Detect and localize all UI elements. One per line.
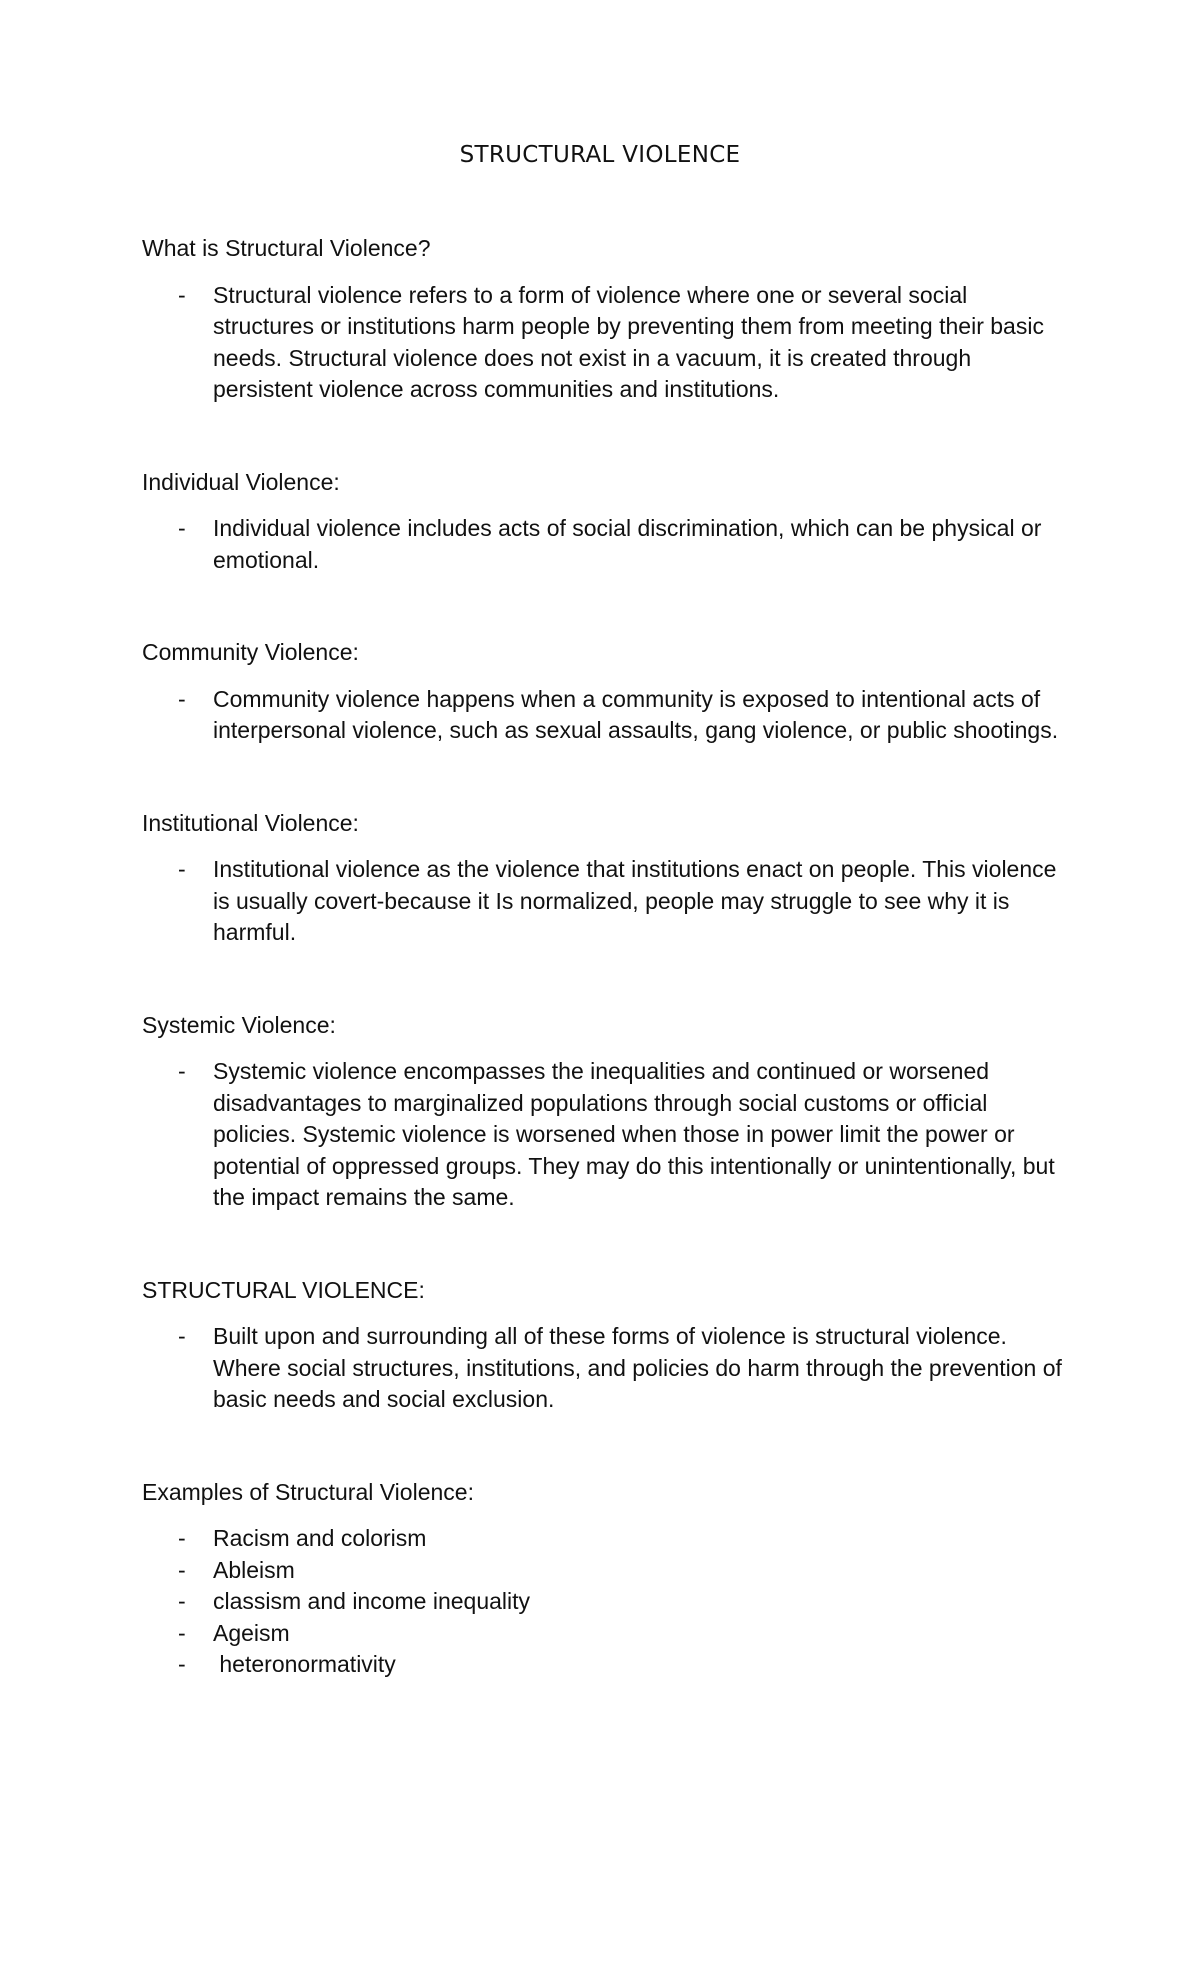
section-heading: What is Structural Violence? — [142, 235, 431, 261]
list-item-text: Built upon and surrounding all of these forms of violence is structural violence. Where social structures, institutions, and policies do harm through the prevention of basic needs and social exclusion. — [213, 1323, 1062, 1412]
dash-bullet-icon: - — [178, 515, 186, 541]
list-item-text: Institutional violence as the violence that institutions enact on people. This violence is usually covert-because it Is normalized, people may struggle to see why it is harmful. — [213, 856, 1057, 945]
section-what-is — [142, 233, 1072, 406]
list-item-text: Racism and colorism — [213, 1525, 427, 1551]
bullet-list — [142, 1523, 1072, 1681]
dash-bullet-icon: - — [178, 1525, 186, 1551]
list-item — [142, 1555, 1072, 1587]
section-heading: Individual Violence: — [142, 468, 340, 495]
dash-bullet-icon: - — [178, 1619, 186, 1646]
list-item-text: Systemic violence encompasses the inequalities and continued or worsened disadvantages to marginalized populations through social customs or official policies. Systemic violence is worsened when those in power limit the power or potential of oppressed groups. They may do this intentionally or unintentionally, but the impact remains the same. — [213, 1058, 1055, 1210]
section-heading: Systemic Violence: — [142, 1011, 336, 1038]
document-title: STRUCTURAL VIOLENCE — [459, 142, 741, 168]
section-structural-violence — [142, 1275, 1072, 1416]
list-item — [142, 513, 1072, 576]
document-body — [142, 233, 1072, 1742]
list-item-text: Community violence happens when a community is exposed to intentional acts of interpersonal violence, such as sexual assaults, gang violence, or public shootings. — [213, 685, 1059, 743]
bullet-list — [142, 1056, 1072, 1214]
dash-bullet-icon: - — [178, 1588, 186, 1614]
section-heading: Community Violence: — [142, 639, 359, 665]
section-individual-violence — [142, 467, 1072, 577]
dash-bullet-icon: - — [178, 856, 186, 882]
list-item-text: classism and income inequality — [213, 1588, 531, 1614]
list-item-text: Structural violence refers to a form of violence where one or several social structures or institutions harm people by preventing them from meeting their basic needs. Structural violence does not exist in a vacuum, it is created through persistent violence across communities and institutions. — [213, 281, 1044, 402]
list-item — [142, 1321, 1072, 1416]
list-item-text: Ageism — [213, 1619, 290, 1646]
bullet-list — [142, 280, 1072, 406]
list-item — [142, 854, 1072, 949]
list-item-text: Ableism — [213, 1556, 295, 1583]
list-item — [142, 280, 1072, 406]
dash-bullet-icon: - — [178, 1556, 186, 1583]
dash-bullet-icon: - — [178, 685, 186, 712]
list-item — [142, 1586, 1072, 1618]
section-institutional-violence — [142, 808, 1072, 949]
bullet-list — [142, 513, 1072, 576]
section-heading: Examples of Structural Violence: — [142, 1478, 474, 1505]
dash-bullet-icon: - — [178, 1058, 186, 1084]
list-item — [142, 684, 1072, 747]
list-item — [142, 1618, 1072, 1650]
list-item — [142, 1056, 1072, 1214]
dash-bullet-icon: - — [178, 281, 186, 308]
bullet-list — [142, 1321, 1072, 1416]
list-item-text: heteronormativity — [213, 1651, 396, 1677]
section-heading: Institutional Violence: — [142, 809, 359, 836]
section-heading: STRUCTURAL VIOLENCE: — [142, 1276, 425, 1303]
dash-bullet-icon: - — [178, 1651, 186, 1677]
section-systemic-violence — [142, 1010, 1072, 1214]
section-examples — [142, 1477, 1072, 1681]
section-community-violence — [142, 637, 1072, 747]
dash-bullet-icon: - — [178, 1323, 186, 1349]
bullet-list — [142, 684, 1072, 747]
bullet-list — [142, 854, 1072, 949]
list-item-text: Individual violence includes acts of social discrimination, which can be physical or emotional. — [213, 515, 1042, 573]
list-item — [142, 1523, 1072, 1555]
list-item — [142, 1649, 1072, 1681]
